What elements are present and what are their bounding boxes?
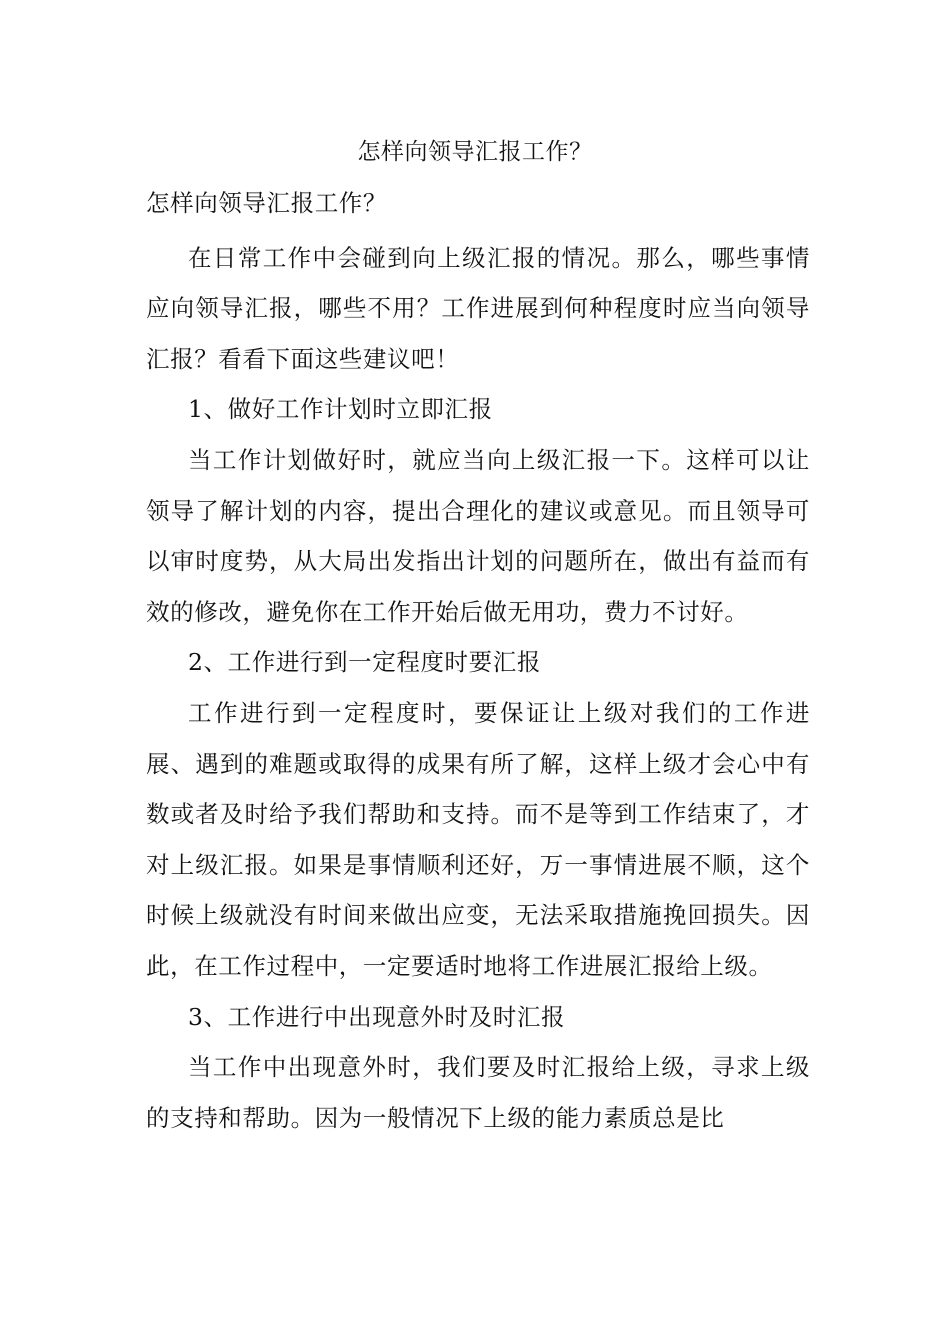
section-heading-2: 2、工作进行到一定程度时要汇报 (188, 648, 541, 677)
document-body (146, 178, 810, 1143)
section-heading-3: 3、工作进行中出现意外时及时汇报 (188, 1002, 566, 1031)
section-paragraph-3: 当工作中出现意外时，我们要及时汇报给上级，寻求上级的支持和帮助。因为一般情况下上级的能力素质总是比 (146, 1053, 810, 1132)
section-paragraph-2: 工作进行到一定程度时，要保证让上级对我们的工作进展、遇到的难题或取得的成果有所了解，这样上级才会心中有数或者及时给予我们帮助和支持。而不是等到工作结束了，才对上级汇报。如果是事情顺利还好，万一事情进展不顺，这个时候上级就没有时间来做出应变，无法采取措施挽回损失。因此，在工作过程中，一定要适时地将工作进展汇报给上级。 (146, 698, 810, 980)
section-paragraph-1: 当工作计划做好时，就应当向上级汇报一下。这样可以让领导了解计划的内容，提出合理化的建议或意见。而且领导可以审时度势，从大局出发指出计划的问题所在，做出有益而有效的修改，避免你在工作开始后做无用功，费力不讨好。 (146, 445, 810, 626)
subtitle-line: 怎样向领导汇报工作？ (146, 189, 387, 217)
intro-paragraph: 在日常工作中会碰到向上级汇报的情况。那么，哪些事情应向领导汇报，哪些不用？工作进展到何种程度时应当向领导汇报？看看下面这些建议吧！ (146, 243, 810, 373)
section-heading-1: 1、做好工作计划时立即汇报 (188, 395, 493, 424)
document-title: 怎样向领导汇报工作？ (357, 139, 593, 165)
